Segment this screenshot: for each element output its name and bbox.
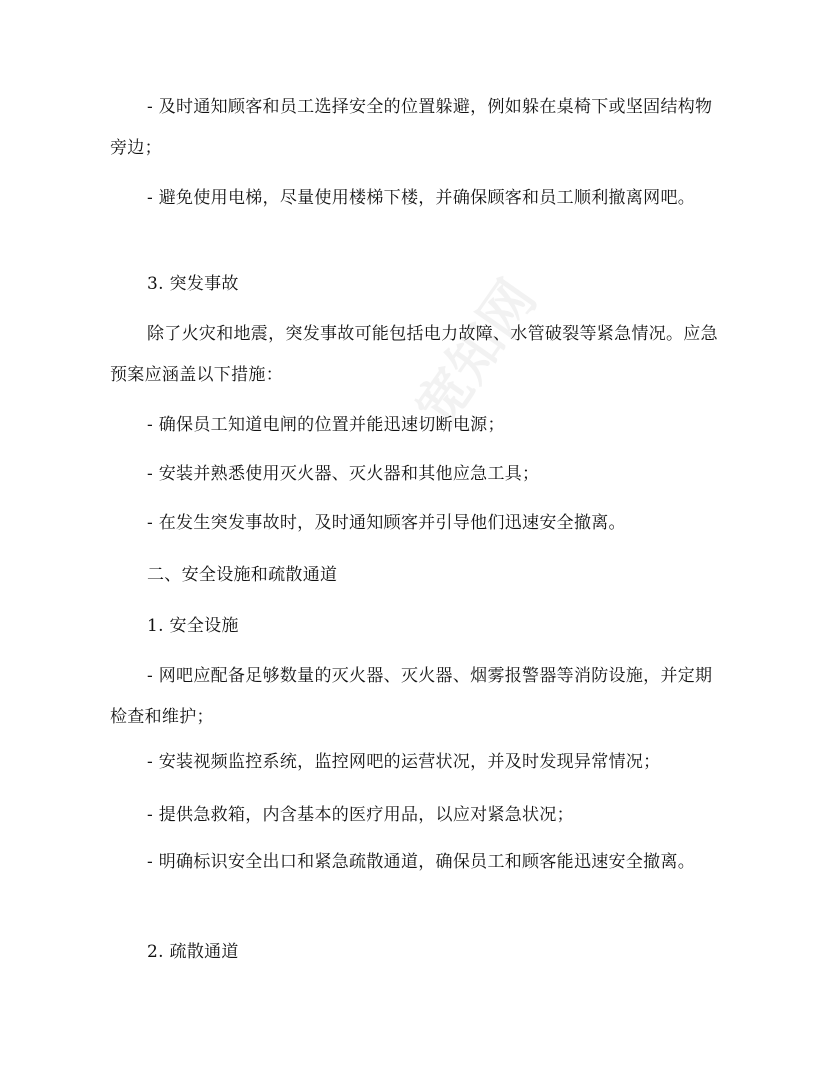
paragraph: - 在发生突发事故时，及时通知顾客并引导他们迅速安全撤离。 xyxy=(147,513,626,533)
paragraph: 除了火灾和地震，突发事故可能包括电力故障、水管破裂等紧急情况。应急预案应涵盖以下措施： xyxy=(110,324,718,385)
paragraph: - 确保员工知道电闸的位置并能迅速切断电源； xyxy=(147,415,505,435)
watermark: 宽知网 xyxy=(404,268,549,438)
paragraph: - 避免使用电梯，尽量使用楼梯下楼，并确保顾客和员工顺利撤离网吧。 xyxy=(147,188,696,208)
section-heading: 3. 突发事故 xyxy=(147,274,239,294)
paragraph: - 安装视频监控系统，监控网吧的运营状况，并及时发现异常情况； xyxy=(147,752,661,772)
paragraph: - 及时通知顾客和员工选择安全的位置躲避，例如躲在桌椅下或坚固结构物旁边； xyxy=(110,97,713,158)
section-heading: 二、安全设施和疏散通道 xyxy=(147,565,338,585)
paragraph: - 提供急救箱，内含基本的医疗用品，以应对紧急状况； xyxy=(147,805,574,825)
paragraph: - 网吧应配备足够数量的灭火器、灭火器、烟雾报警器等消防设施，并定期检查和维护； xyxy=(110,666,713,727)
section-heading: 1. 安全设施 xyxy=(147,616,239,636)
section-heading: 2. 疏散通道 xyxy=(147,942,239,962)
paragraph: - 安装并熟悉使用灭火器、灭火器和其他应急工具； xyxy=(147,464,540,484)
paragraph: - 明确标识安全出口和紧急疏散通道，确保员工和顾客能迅速安全撤离。 xyxy=(147,852,696,872)
